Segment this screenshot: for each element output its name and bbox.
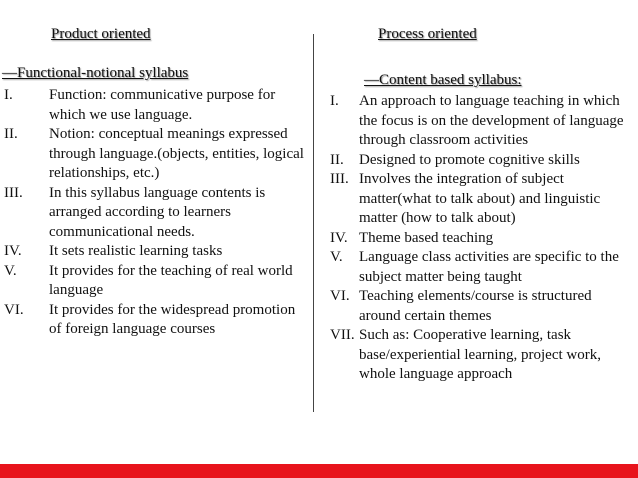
list-item: V. Language class activities are specific to the subject matter being taught — [330, 249, 619, 285]
process-oriented-heading: Process oriented — [378, 26, 477, 42]
list-item: I. An approach to language teaching in which the focus is on the development of language through classroom activities — [330, 93, 624, 148]
process-oriented-list — [330, 92, 630, 385]
product-oriented-heading: Product oriented — [51, 26, 151, 42]
list-item: III. In this syllabus language contents is arranged according to learners communicational needs. — [4, 184, 266, 240]
product-oriented-list — [4, 86, 304, 340]
list-item: IV. Theme based teaching — [330, 229, 494, 246]
list-item: II. Designed to promote cognitive skills — [330, 151, 580, 168]
list-item: IV. It sets realistic learning tasks — [4, 243, 223, 259]
functional-notional-subheading: ―Functional-notional syllabus — [2, 65, 189, 81]
list-item: VI. Teaching elements/course is structured around certain themes — [330, 288, 592, 324]
list-item: III. Involves the integration of subject matter(what to talk about) and linguistic matter (how to talk about) — [330, 171, 601, 226]
list-item: VI. It provides for the widespread promotion of foreign language courses — [4, 301, 296, 337]
accent-bar — [0, 464, 638, 478]
list-item: VII. Such as: Cooperative learning, task base/experiential learning, project work, whole language approach — [330, 327, 601, 382]
column-divider — [313, 34, 314, 412]
list-item: V. It provides for the teaching of real world language — [4, 262, 293, 298]
content-based-subheading: ―Content based syllabus: — [364, 72, 522, 88]
list-item: I. Function: communicative purpose for which we use language. — [4, 87, 276, 123]
list-item: II. Notion: conceptual meanings expressed through language.(objects, entities, logical relationships, etc.) — [4, 126, 304, 181]
